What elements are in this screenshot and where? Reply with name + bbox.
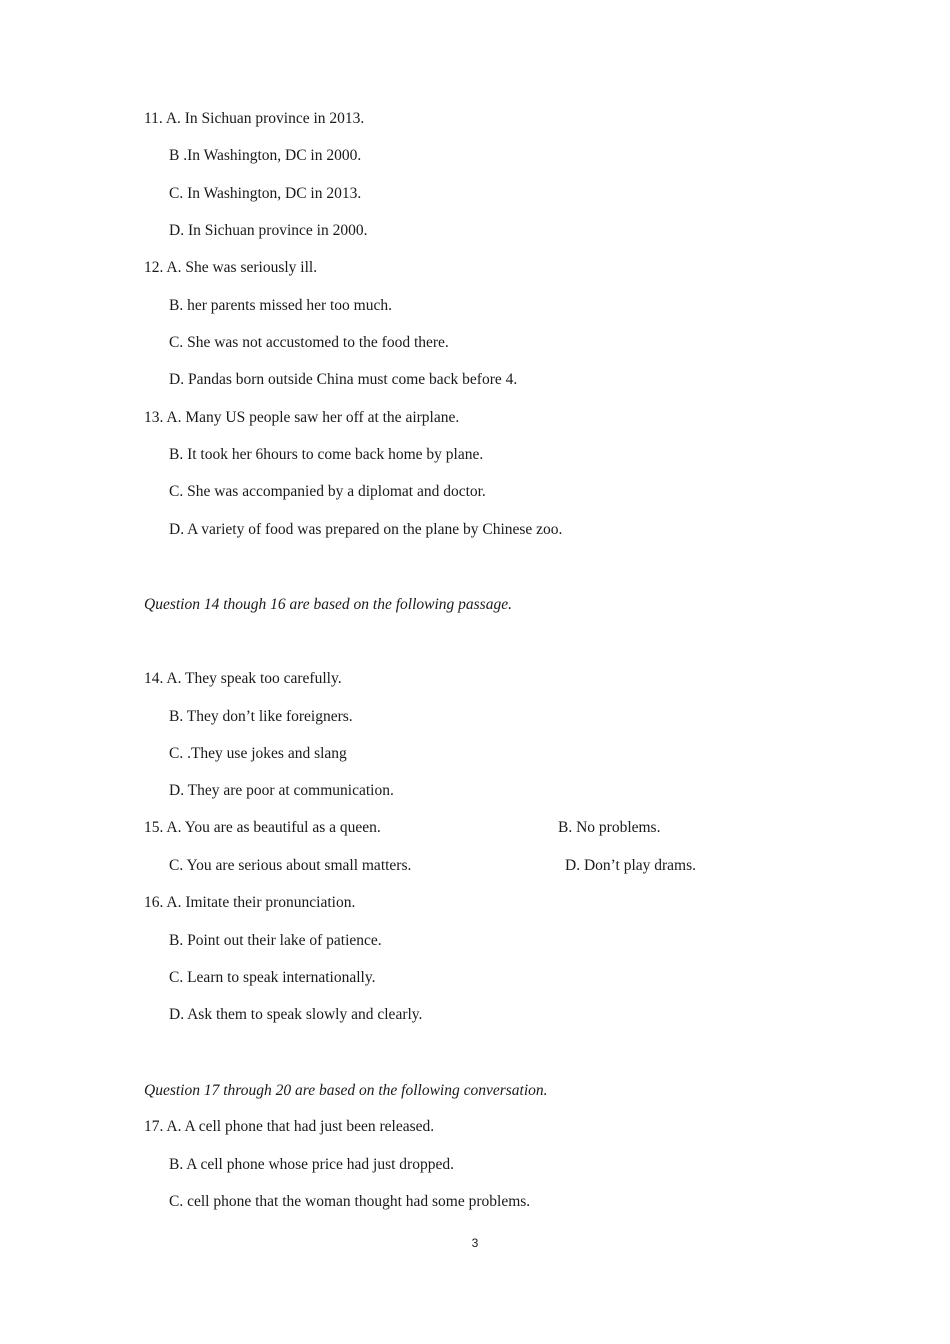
q11-option-d: D. In Sichuan province in 2000.: [169, 222, 368, 239]
q11-option-c: C. In Washington, DC in 2013.: [169, 185, 362, 202]
q11-option-a: 11. A. In Sichuan province in 2013.: [144, 110, 365, 127]
q13-option-b: B. It took her 6hours to come back home by plane.: [169, 446, 484, 463]
q12-option-b: B. her parents missed her too much.: [169, 297, 392, 314]
q15-option-c: C. You are serious about small matters.: [169, 857, 412, 874]
section-heading-conversation: Question 17 through 20 are based on the following conversation.: [144, 1082, 548, 1099]
q15-option-d: D. Don’t play drams.: [565, 857, 697, 874]
q17-option-b: B. A cell phone whose price had just dropped.: [169, 1156, 454, 1173]
section-heading-passage: Question 14 though 16 are based on the following passage.: [144, 596, 512, 613]
q12-option-c: C. She was not accustomed to the food there.: [169, 334, 449, 351]
q17-option-a: 17. A. A cell phone that had just been released.: [144, 1118, 435, 1135]
q16-option-c: C. Learn to speak internationally.: [169, 969, 376, 986]
q16-option-a: 16. A. Imitate their pronunciation.: [144, 894, 356, 911]
q11-option-b: B .In Washington, DC in 2000.: [169, 147, 362, 164]
q13-option-c: C. She was accompanied by a diplomat and doctor.: [169, 483, 486, 500]
q14-option-a: 14. A. They speak too carefully.: [144, 670, 342, 687]
q14-option-d: D. They are poor at communication.: [169, 782, 394, 799]
q12-option-d: D. Pandas born outside China must come back before 4.: [169, 371, 518, 388]
page-number: 3: [471, 1236, 479, 1250]
q15-option-a: 15. A. You are as beautiful as a queen.: [144, 819, 381, 836]
q14-option-c: C. .They use jokes and slang: [169, 745, 347, 762]
q17-option-c: C. cell phone that the woman thought had some problems.: [169, 1193, 531, 1210]
q13-option-d: D. A variety of food was prepared on the plane by Chinese zoo.: [169, 521, 563, 538]
q15-option-b: B. No problems.: [558, 819, 661, 836]
q13-option-a: 13. A. Many US people saw her off at the airplane.: [144, 409, 460, 426]
q14-option-b: B. They don’t like foreigners.: [169, 708, 353, 725]
q12-option-a: 12. A. She was seriously ill.: [144, 259, 318, 276]
q16-option-d: D. Ask them to speak slowly and clearly.: [169, 1006, 423, 1023]
q16-option-b: B. Point out their lake of patience.: [169, 932, 382, 949]
